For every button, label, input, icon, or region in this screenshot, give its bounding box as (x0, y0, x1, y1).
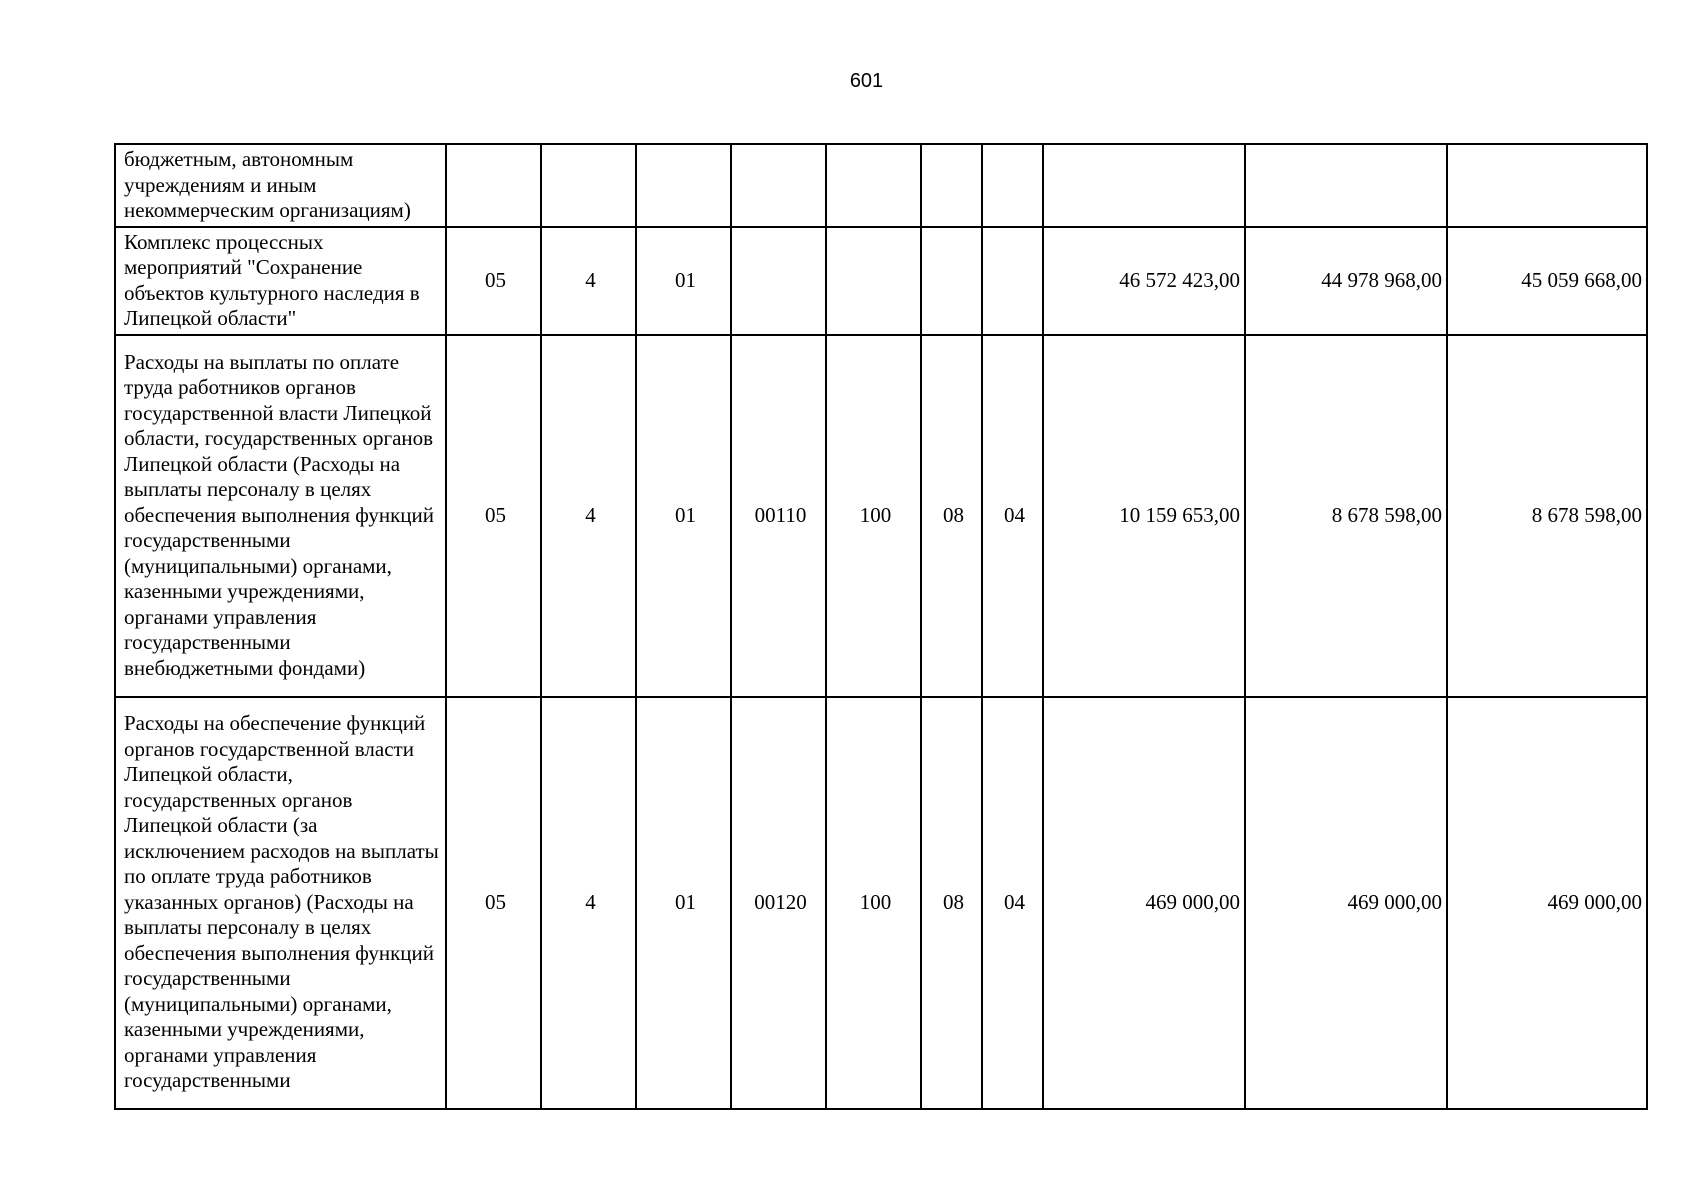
code-cell (826, 227, 921, 335)
code-cell (982, 227, 1043, 335)
amount-cell (1043, 144, 1245, 227)
code-cell: 4 (541, 227, 636, 335)
amount-cell (1447, 144, 1647, 227)
code-cell (636, 144, 731, 227)
code-cell (921, 144, 982, 227)
row-name-cell: бюджетным, автономным учреждениям и иным некоммерческим организациям) (115, 144, 446, 227)
amount-cell: 469 000,00 (1447, 697, 1647, 1109)
budget-table (114, 143, 1648, 1110)
amount-cell (1245, 144, 1447, 227)
amount-cell: 8 678 598,00 (1245, 335, 1447, 697)
amount-cell: 469 000,00 (1245, 697, 1447, 1109)
code-cell (826, 144, 921, 227)
code-cell (446, 144, 541, 227)
row-name-cell: Расходы на обеспечение функций органов государственной власти Липецкой области, государственных органов Липецкой области (за исключением расходов на выплаты по оплате труда работников указанных органов) (Расходы на выплаты персоналу в целях обеспечения выполнения функций государственными (муниципальными) органами, казенными учреждениями, органами управления государственными (115, 697, 446, 1109)
amount-cell: 8 678 598,00 (1447, 335, 1647, 697)
code-cell (731, 144, 826, 227)
code-cell (982, 144, 1043, 227)
table-row (115, 227, 1647, 335)
code-cell: 100 (826, 335, 921, 697)
table-row (115, 697, 1647, 1109)
row-name-cell: Комплекс процессных мероприятий "Сохранение объектов культурного наследия в Липецкой области" (115, 227, 446, 335)
code-cell: 01 (636, 227, 731, 335)
code-cell: 08 (921, 697, 982, 1109)
amount-cell: 10 159 653,00 (1043, 335, 1245, 697)
amount-cell: 45 059 668,00 (1447, 227, 1647, 335)
code-cell: 4 (541, 335, 636, 697)
code-cell: 4 (541, 697, 636, 1109)
code-cell: 04 (982, 335, 1043, 697)
code-cell: 01 (636, 335, 731, 697)
code-cell: 05 (446, 697, 541, 1109)
code-cell: 05 (446, 227, 541, 335)
code-cell (541, 144, 636, 227)
code-cell (921, 227, 982, 335)
code-cell (731, 227, 826, 335)
code-cell: 00110 (731, 335, 826, 697)
amount-cell: 469 000,00 (1043, 697, 1245, 1109)
code-cell: 08 (921, 335, 982, 697)
row-name-cell: Расходы на выплаты по оплате труда работников органов государственной власти Липецкой области, государственных органов Липецкой области (Расходы на выплаты персоналу в целях обеспечения выполнения функций государственными (муниципальными) органами, казенными учреждениями, органами управления государственными внебюджетными фондами) (115, 335, 446, 697)
table-row (115, 144, 1647, 227)
code-cell: 04 (982, 697, 1043, 1109)
amount-cell: 46 572 423,00 (1043, 227, 1245, 335)
page-number: 601 (849, 70, 884, 92)
code-cell: 100 (826, 697, 921, 1109)
code-cell: 05 (446, 335, 541, 697)
code-cell: 00120 (731, 697, 826, 1109)
code-cell: 01 (636, 697, 731, 1109)
table-row (115, 335, 1647, 697)
amount-cell: 44 978 968,00 (1245, 227, 1447, 335)
